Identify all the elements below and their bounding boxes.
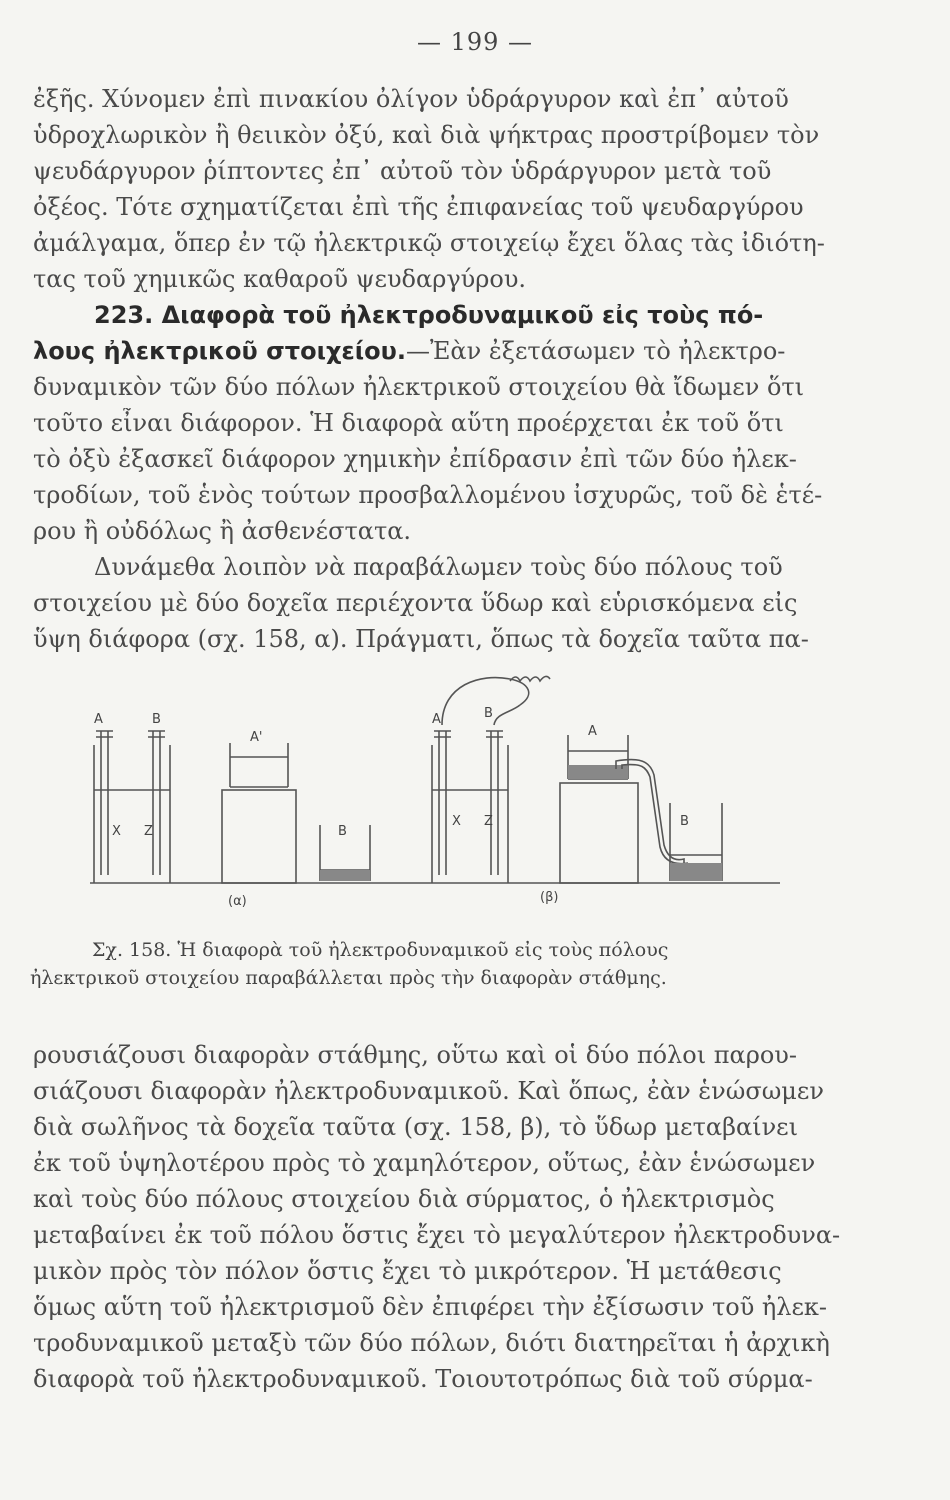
text-line: ρουσιάζουσι διαφορὰν στάθμης, οὕτω καὶ οἱ δύο πόλοι παρου- bbox=[33, 1041, 797, 1069]
section-heading-cont: λους ἠλεκτρικοῦ στοιχείου. bbox=[33, 337, 406, 365]
label-a-Bprime: B bbox=[338, 824, 347, 839]
text-line: διὰ σωλῆνος τὰ δοχεῖα ταῦτα (σχ. 158, β), τὸ ὕδωρ μεταβαίνει bbox=[33, 1113, 799, 1141]
text-line: ὀξέος. Τότε σχηματίζεται ἐπὶ τῆς ἐπιφανείας τοῦ ψευδαργύρου bbox=[33, 193, 804, 221]
figure-caption-line1: Σχ. 158. Ἡ διαφορὰ τοῦ ἠλεκτροδυναμικοῦ εἰς τοὺς πόλους bbox=[92, 939, 669, 961]
page-number: — 199 — bbox=[416, 28, 534, 56]
text-line: τροδυναμικοῦ μεταξὺ τῶν δύο πόλων, διότι διατηρεῖται ἡ ἀρχικὴ bbox=[33, 1329, 830, 1357]
text-line: στοιχείου μὲ δύο δοχεῖα περιέχοντα ὕδωρ καὶ εὑρισκόμενα εἰς bbox=[33, 589, 798, 617]
label-a-A: A bbox=[94, 712, 103, 727]
label-b-B: B bbox=[484, 706, 493, 721]
text-line: μεταβαίνει ἐκ τοῦ πόλου ὅστις ἔχει τὸ μεγαλύτερον ἠλεκτροδυνα- bbox=[33, 1221, 841, 1249]
text-line: Δυνάμεθα λοιπὸν νὰ παραβάλωμεν τοὺς δύο πόλους τοῦ bbox=[94, 553, 783, 581]
figure-158-drawing bbox=[80, 665, 800, 915]
section-text-start: —Ἐὰν ἐξετάσωμεν τὸ ἠλεκτρο- bbox=[405, 337, 786, 365]
diagram-a bbox=[94, 731, 370, 883]
label-b-A: A bbox=[432, 712, 441, 727]
text-line: τροδίων, τοῦ ἑνὸς τούτων προσβαλλομένου ἰσχυρῶς, τοῦ δὲ ἑτέ- bbox=[33, 481, 823, 509]
label-a-Z: Z bbox=[144, 824, 153, 839]
text-line: τας τοῦ χημικῶς καθαροῦ ψευδαργύρου. bbox=[33, 265, 527, 293]
text-line: σιάζουσι διαφορὰν ἠλεκτροδυναμικοῦ. Καὶ ὅπως, ἐὰν ἑνώσωμεν bbox=[33, 1077, 824, 1105]
figure-158 bbox=[80, 665, 800, 915]
text-line: ρου ἢ οὐδόλως ἢ ἀσθενέστατα. bbox=[33, 517, 412, 545]
caption-a: (α) bbox=[228, 894, 247, 909]
label-b-Aprime: A bbox=[588, 724, 597, 739]
text-line: μικὸν πρὸς τὸν πόλον ὅστις ἔχει τὸ μικρότερον. Ἡ μετάθεσις bbox=[33, 1257, 782, 1285]
label-a-B: B bbox=[152, 712, 161, 727]
text-line: ἐκ τοῦ ὑψηλοτέρου πρὸς τὸ χαμηλότερον, οὕτως, ἐὰν ἑνώσωμεν bbox=[33, 1149, 816, 1177]
text-line: ὕψη διάφορα (σχ. 158, α). Πράγματι, ὅπως τὰ δοχεῖα ταῦτα πα- bbox=[33, 625, 809, 653]
text-line: καὶ τοὺς δύο πόλους στοιχείου διὰ σύρματος, ὁ ἠλεκτρισμὸς bbox=[33, 1185, 775, 1213]
section-heading: 223. Διαφορὰ τοῦ ἠλεκτροδυναμικοῦ εἰς τοὺς πό- bbox=[94, 301, 764, 329]
text-line: δυναμικὸν τῶν δύο πόλων ἠλεκτρικοῦ στοιχείου θὰ ἴδωμεν ὅτι bbox=[33, 373, 805, 401]
section-heading-line2 bbox=[33, 336, 930, 366]
text-line: ἐξῆς. Χύνομεν ἐπὶ πινακίου ὀλίγον ὑδράργυρον καὶ ἐπ᾽ αὐτοῦ bbox=[33, 85, 789, 113]
figure-caption-line2: ἠλεκτρικοῦ στοιχείου παραβάλλεται πρὸς τὴν διαφορὰν στάθμης. bbox=[30, 967, 667, 989]
text-line: τὸ ὀξὺ ἐξασκεῖ διάφορον χημικὴν ἐπίδρασιν ἐπὶ τῶν δύο ἠλεκ- bbox=[33, 445, 797, 473]
text-line: ὅμως αὕτη τοῦ ἠλεκτρισμοῦ δὲν ἐπιφέρει τὴν ἐξίσωσιν τοῦ ἠλεκ- bbox=[33, 1293, 828, 1321]
label-a-Aprime: A' bbox=[250, 730, 263, 745]
text-line: ἀμάλγαμα, ὅπερ ἐν τῷ ἠλεκτρικῷ στοιχείῳ ἔχει ὅλας τὰς ἰδιότη- bbox=[33, 229, 825, 257]
text-line: τοῦτο εἶναι διάφορον. Ἡ διαφορὰ αὕτη προέρχεται ἐκ τοῦ ὅτι bbox=[33, 409, 784, 437]
text-line: ψευδάργυρον ῥίπτοντες ἐπ᾽ αὐτοῦ τὸν ὑδράργυρον μετὰ τοῦ bbox=[33, 157, 772, 185]
label-b-Bprime: B bbox=[680, 814, 689, 829]
label-b-X: X bbox=[452, 814, 461, 829]
caption-b: (β) bbox=[540, 890, 559, 905]
label-b-Z: Z bbox=[484, 814, 493, 829]
diagram-b bbox=[432, 676, 722, 883]
text-line: διαφορὰ τοῦ ἠλεκτροδυναμικοῦ. Τοιουτοτρόπως διὰ τοῦ σύρμα- bbox=[33, 1365, 813, 1393]
label-a-X: X bbox=[112, 824, 121, 839]
text-line: ὑδροχλωρικὸν ἢ θειικὸν ὀξύ, καὶ διὰ ψήκτρας προστρίβομεν τὸν bbox=[33, 121, 820, 149]
